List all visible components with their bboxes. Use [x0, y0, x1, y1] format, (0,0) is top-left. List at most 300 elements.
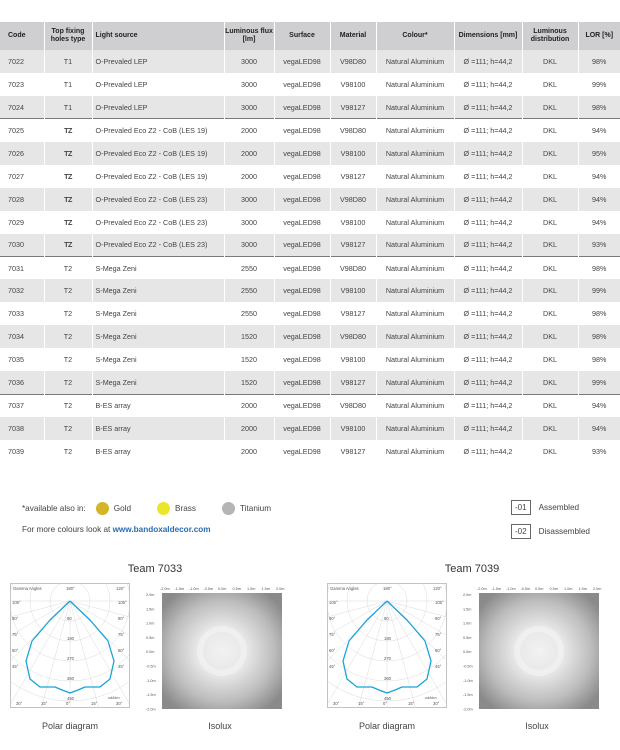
cell-code: 7024 [0, 96, 44, 119]
cell-lor: 98% [578, 348, 620, 371]
cell-distribution: DKL [522, 371, 578, 394]
cell-dimensions: Ø =111; h=44,2 [454, 394, 522, 417]
cell-material: V98127 [330, 165, 376, 188]
table-row [0, 142, 620, 165]
cell-surface: vegaLED98 [274, 234, 330, 257]
cell-distribution: DKL [522, 302, 578, 325]
cell-lor: 99% [578, 279, 620, 302]
polar-radial-label: 360 [384, 676, 391, 681]
cell-colour: Natural Aluminium [376, 119, 454, 142]
cell-source: O-Prevaled Eco Z2 - CoB (LES 19) [92, 165, 224, 188]
cell-dimensions: Ø =111; h=44,2 [454, 325, 522, 348]
polar-angle-label: 120° [433, 586, 442, 591]
header-colour: Colour* [376, 22, 454, 50]
cell-flux: 3000 [224, 234, 274, 257]
table-row [0, 417, 620, 440]
cell-colour: Natural Aluminium [376, 417, 454, 440]
isolux-diagram [146, 583, 286, 711]
polar-angle-label: 105° [118, 600, 127, 605]
table-row [0, 440, 620, 463]
cell-flux: 2000 [224, 417, 274, 440]
cell-colour: Natural Aluminium [376, 96, 454, 119]
cell-colour: Natural Aluminium [376, 348, 454, 371]
isolux-y-tick: -0.5m [146, 664, 156, 669]
cell-colour: Natural Aluminium [376, 371, 454, 394]
polar-radial-label: 180 [67, 636, 74, 641]
cell-code: 7034 [0, 325, 44, 348]
polar-angle-label: 30° [16, 701, 23, 706]
polar-angle-label: 90° [118, 616, 125, 621]
cell-flux: 1520 [224, 348, 274, 371]
cell-source: O-Prevaled Eco Z2 - CoB (LES 19) [92, 119, 224, 142]
cell-flux: 2550 [224, 256, 274, 279]
cell-colour: Natural Aluminium [376, 50, 454, 73]
isolux-y-tick: 1.5m [463, 607, 472, 612]
header-source: Light source [92, 22, 224, 50]
brass-label: Brass [175, 504, 196, 513]
isolux-y-tick: 1.5m [146, 607, 155, 612]
isolux-y-tick: -2.0m [146, 707, 156, 711]
polar-unit: cd/klm [108, 695, 120, 700]
cell-code: 7025 [0, 119, 44, 142]
cell-source: S-Mega Zeni [92, 371, 224, 394]
cell-flux: 2000 [224, 165, 274, 188]
header-flux: Luminous flux [lm] [224, 22, 274, 50]
cell-colour: Natural Aluminium [376, 440, 454, 463]
cell-source: B-ES array [92, 440, 224, 463]
cell-source: O-Prevaled Eco Z2 - CoB (LES 23) [92, 188, 224, 211]
cell-lor: 93% [578, 234, 620, 257]
cell-code: 7039 [0, 440, 44, 463]
isolux-x-tick: 0.5m [549, 587, 558, 591]
cell-fixing: TZ [44, 119, 92, 142]
isolux-y-tick: -0.5m [463, 664, 473, 669]
diagram-block-7033 [10, 563, 300, 748]
polar-angle-label: 0° [383, 701, 388, 706]
cell-fixing: T1 [44, 73, 92, 96]
cell-lor: 93% [578, 440, 620, 463]
cell-flux: 3000 [224, 73, 274, 96]
table-row [0, 188, 620, 211]
table-row [0, 371, 620, 394]
polar-radial-label: 450 [384, 696, 391, 701]
isolux-y-tick: 0.5m [146, 635, 155, 640]
table-row [0, 279, 620, 302]
cell-surface: vegaLED98 [274, 211, 330, 234]
isolux-x-tick: 1.5m [578, 587, 587, 591]
cell-dimensions: Ø =111; h=44,2 [454, 165, 522, 188]
cell-fixing: T2 [44, 417, 92, 440]
cell-material: V98127 [330, 96, 376, 119]
cell-surface: vegaLED98 [274, 50, 330, 73]
cell-fixing: T1 [44, 96, 92, 119]
table-row [0, 302, 620, 325]
isolux-y-tick: -1.0m [146, 678, 156, 683]
cell-dimensions: Ø =111; h=44,2 [454, 188, 522, 211]
cell-code: 7037 [0, 394, 44, 417]
cell-flux: 2000 [224, 394, 274, 417]
diagram-title: Team 7033 [127, 563, 183, 575]
cell-code: 7030 [0, 234, 44, 257]
header-surface: Surface [274, 22, 330, 50]
availability-line [22, 502, 271, 515]
isolux-x-tick: -1.5m [174, 587, 185, 591]
titanium-swatch [222, 502, 235, 515]
cell-material: V98D80 [330, 256, 376, 279]
cell-source: S-Mega Zeni [92, 325, 224, 348]
table-row [0, 73, 620, 96]
cell-material: V98100 [330, 142, 376, 165]
cell-lor: 98% [578, 96, 620, 119]
cell-flux: 3000 [224, 188, 274, 211]
cell-distribution: DKL [522, 211, 578, 234]
isolux-y-tick: 2.0m [463, 593, 472, 597]
cell-distribution: DKL [522, 348, 578, 371]
polar-radial-label: 90 [67, 616, 72, 621]
cell-flux: 1520 [224, 325, 274, 348]
table-row [0, 325, 620, 348]
polar-angle-label: 105° [12, 600, 21, 605]
cell-colour: Natural Aluminium [376, 188, 454, 211]
cell-dimensions: Ø =111; h=44,2 [454, 302, 522, 325]
cell-code: 7029 [0, 211, 44, 234]
polar-angle-label: 45° [329, 664, 336, 669]
cell-surface: vegaLED98 [274, 440, 330, 463]
polar-radial-label: 360 [67, 676, 74, 681]
table-row [0, 211, 620, 234]
cell-dimensions: Ø =111; h=44,2 [454, 348, 522, 371]
cell-surface: vegaLED98 [274, 142, 330, 165]
cell-source: S-Mega Zeni [92, 279, 224, 302]
polar-radial-label: 90 [384, 616, 389, 621]
polar-angle-label: 60° [329, 648, 336, 653]
cell-lor: 98% [578, 325, 620, 348]
gold-swatch [96, 502, 109, 515]
website-link[interactable]: www.bandoxaldecor.com [112, 525, 211, 534]
cell-colour: Natural Aluminium [376, 302, 454, 325]
isolux-y-tick: 0.0m [463, 650, 472, 655]
isolux-x-tick: -2.0m [477, 587, 487, 591]
cell-surface: vegaLED98 [274, 188, 330, 211]
polar-angle-label: 75° [12, 632, 19, 637]
cell-surface: vegaLED98 [274, 371, 330, 394]
cell-source: O-Prevaled LEP [92, 73, 224, 96]
cell-dimensions: Ø =111; h=44,2 [454, 234, 522, 257]
polar-angle-label: 60° [118, 648, 125, 653]
cell-distribution: DKL [522, 50, 578, 73]
cell-lor: 94% [578, 394, 620, 417]
table-row [0, 256, 620, 279]
cell-material: V98127 [330, 440, 376, 463]
polar-angle-label: 15° [358, 701, 365, 706]
cell-colour: Natural Aluminium [376, 325, 454, 348]
cell-distribution: DKL [522, 279, 578, 302]
more-colours-text: For more colours look at [22, 525, 111, 534]
cell-dimensions: Ø =111; h=44,2 [454, 417, 522, 440]
cell-fixing: T2 [44, 279, 92, 302]
cell-colour: Natural Aluminium [376, 279, 454, 302]
cell-material: V98D80 [330, 394, 376, 417]
polar-angle-label: 60° [435, 648, 442, 653]
cell-code: 7032 [0, 279, 44, 302]
titanium-label: Titanium [239, 504, 272, 513]
cell-material: V98127 [330, 371, 376, 394]
cell-lor: 98% [578, 50, 620, 73]
polar-angle-label: 30° [433, 701, 440, 706]
cell-dimensions: Ø =111; h=44,2 [454, 73, 522, 96]
cell-source: O-Prevaled LEP [92, 96, 224, 119]
polar-angle-label: 0° [66, 701, 71, 706]
cell-distribution: DKL [522, 119, 578, 142]
isolux-x-tick: 0.0m [218, 587, 227, 591]
polar-unit: cd/klm [425, 695, 437, 700]
cell-dimensions: Ø =111; h=44,2 [454, 211, 522, 234]
polar-header: Gamma Angles [13, 586, 42, 591]
cell-fixing: TZ [44, 142, 92, 165]
isolux-x-tick: -2.0m [160, 587, 170, 591]
diagram-block-7039 [327, 563, 617, 748]
polar-angle-label: 75° [118, 632, 125, 637]
cell-surface: vegaLED98 [274, 165, 330, 188]
cell-fixing: TZ [44, 188, 92, 211]
cell-surface: vegaLED98 [274, 348, 330, 371]
cell-code: 7035 [0, 348, 44, 371]
variant-label: Assembled [538, 503, 580, 512]
isolux-x-tick: 0.5m [232, 587, 241, 591]
header-distribution: Luminous distribution [522, 22, 578, 50]
isolux-x-tick: -0.5m [203, 587, 214, 591]
cell-material: V98D80 [330, 325, 376, 348]
variant-assembled [511, 500, 579, 515]
cell-flux: 3000 [224, 50, 274, 73]
polar-angle-label: 45° [435, 664, 442, 669]
isolux-y-tick: 2.0m [146, 593, 155, 597]
cell-surface: vegaLED98 [274, 256, 330, 279]
cell-fixing: T2 [44, 325, 92, 348]
isolux-y-tick: -1.0m [463, 678, 473, 683]
isolux-x-tick: 0.0m [535, 587, 544, 591]
polar-angle-label: 75° [329, 632, 336, 637]
polar-angle-label: 105° [329, 600, 338, 605]
cell-source: B-ES array [92, 417, 224, 440]
cell-colour: Natural Aluminium [376, 73, 454, 96]
polar-angle-label: 45° [12, 664, 19, 669]
cell-surface: vegaLED98 [274, 73, 330, 96]
cell-distribution: DKL [522, 142, 578, 165]
cell-colour: Natural Aluminium [376, 394, 454, 417]
cell-material: V98100 [330, 73, 376, 96]
cell-source: S-Mega Zeni [92, 348, 224, 371]
cell-dimensions: Ø =111; h=44,2 [454, 279, 522, 302]
cell-code: 7036 [0, 371, 44, 394]
cell-source: S-Mega Zeni [92, 302, 224, 325]
cell-code: 7031 [0, 256, 44, 279]
cell-fixing: T2 [44, 394, 92, 417]
cell-material: V98100 [330, 348, 376, 371]
isolux-x-tick: -1.5m [491, 587, 502, 591]
polar-angle-label: 15° [408, 701, 415, 706]
cell-colour: Natural Aluminium [376, 165, 454, 188]
polar-angle-label: 15° [91, 701, 98, 706]
table-row [0, 348, 620, 371]
cell-material: V98D80 [330, 50, 376, 73]
cell-source: S-Mega Zeni [92, 256, 224, 279]
spec-table [0, 22, 620, 463]
cell-surface: vegaLED98 [274, 417, 330, 440]
cell-dimensions: Ø =111; h=44,2 [454, 96, 522, 119]
header-lor: LOR [%] [578, 22, 620, 50]
cell-flux: 2550 [224, 279, 274, 302]
cell-lor: 98% [578, 256, 620, 279]
cell-dimensions: Ø =111; h=44,2 [454, 119, 522, 142]
isolux-y-tick: -1.5m [146, 693, 156, 698]
cell-flux: 2550 [224, 302, 274, 325]
cell-code: 7038 [0, 417, 44, 440]
cell-flux: 2000 [224, 440, 274, 463]
cell-distribution: DKL [522, 188, 578, 211]
polar-angle-label: 30° [333, 701, 340, 706]
table-row [0, 119, 620, 142]
table-row [0, 234, 620, 257]
cell-dimensions: Ø =111; h=44,2 [454, 142, 522, 165]
cell-surface: vegaLED98 [274, 325, 330, 348]
more-colours-line [22, 525, 211, 534]
cell-source: O-Prevaled LEP [92, 50, 224, 73]
cell-material: V98127 [330, 302, 376, 325]
cell-lor: 94% [578, 188, 620, 211]
cell-flux: 3000 [224, 96, 274, 119]
polar-angle-label: 75° [435, 632, 442, 637]
cell-colour: Natural Aluminium [376, 234, 454, 257]
cell-lor: 94% [578, 165, 620, 188]
cell-colour: Natural Aluminium [376, 211, 454, 234]
cell-fixing: T2 [44, 302, 92, 325]
cell-code: 7028 [0, 188, 44, 211]
cell-dimensions: Ø =111; h=44,2 [454, 371, 522, 394]
cell-colour: Natural Aluminium [376, 142, 454, 165]
cell-surface: vegaLED98 [274, 302, 330, 325]
polar-angle-label: 90° [12, 616, 19, 621]
table-row [0, 50, 620, 73]
cell-source: O-Prevaled Eco Z2 - CoB (LES 19) [92, 142, 224, 165]
polar-angle-label: 90° [329, 616, 336, 621]
cell-fixing: T2 [44, 371, 92, 394]
isolux-caption: Isolux [208, 721, 232, 731]
cell-material: V98127 [330, 234, 376, 257]
polar-caption: Polar diagram [358, 721, 416, 731]
isolux-map [479, 593, 599, 709]
polar-radial-label: 450 [67, 696, 74, 701]
cell-material: V98100 [330, 279, 376, 302]
cell-fixing: T2 [44, 348, 92, 371]
polar-angle-label: 60° [12, 648, 19, 653]
polar-radial-label: 270 [384, 656, 391, 661]
cell-lor: 94% [578, 417, 620, 440]
cell-distribution: DKL [522, 165, 578, 188]
isolux-y-tick: 0.5m [463, 635, 472, 640]
cell-distribution: DKL [522, 256, 578, 279]
cell-lor: 98% [578, 302, 620, 325]
cell-code: 7022 [0, 50, 44, 73]
isolux-x-tick: -1.0m [506, 587, 516, 591]
isolux-map [162, 593, 282, 709]
isolux-y-tick: 1.0m [463, 621, 472, 626]
cell-distribution: DKL [522, 325, 578, 348]
cell-source: B-ES array [92, 394, 224, 417]
variant-code: -01 [511, 500, 531, 515]
cell-dimensions: Ø =111; h=44,2 [454, 50, 522, 73]
cell-code: 7023 [0, 73, 44, 96]
isolux-x-tick: 1.0m [247, 587, 256, 591]
table-row [0, 394, 620, 417]
cell-distribution: DKL [522, 234, 578, 257]
cell-source: O-Prevaled Eco Z2 - CoB (LES 23) [92, 234, 224, 257]
isolux-x-tick: 1.0m [564, 587, 573, 591]
cell-fixing: T2 [44, 440, 92, 463]
polar-angle-label: 105° [435, 600, 444, 605]
brass-swatch [157, 502, 170, 515]
cell-lor: 94% [578, 119, 620, 142]
polar-caption: Polar diagram [41, 721, 99, 731]
availability-label: *available also in: [22, 504, 86, 513]
variant-disassembled [511, 524, 590, 539]
cell-colour: Natural Aluminium [376, 256, 454, 279]
polar-radial-label: 180 [384, 636, 391, 641]
cell-fixing: T1 [44, 50, 92, 73]
isolux-x-tick: -1.0m [189, 587, 199, 591]
cell-flux: 3000 [224, 211, 274, 234]
cell-surface: vegaLED98 [274, 96, 330, 119]
cell-fixing: TZ [44, 165, 92, 188]
isolux-x-tick: 2.0m [593, 587, 602, 591]
cell-fixing: TZ [44, 211, 92, 234]
variant-code: -02 [511, 524, 531, 539]
polar-angle-label: 180° [66, 586, 75, 591]
cell-code: 7026 [0, 142, 44, 165]
polar-diagram [327, 583, 447, 708]
diagram-title: Team 7039 [444, 563, 500, 575]
header-material: Material [330, 22, 376, 50]
polar-radial-label: 270 [67, 656, 74, 661]
cell-lor: 94% [578, 211, 620, 234]
header-dimensions: Dimensions [mm] [454, 22, 522, 50]
cell-distribution: DKL [522, 440, 578, 463]
isolux-y-tick: -1.5m [463, 693, 473, 698]
cell-code: 7027 [0, 165, 44, 188]
isolux-x-tick: 2.0m [276, 587, 285, 591]
cell-surface: vegaLED98 [274, 279, 330, 302]
isolux-diagram [463, 583, 603, 711]
polar-angle-label: 90° [435, 616, 442, 621]
cell-lor: 99% [578, 73, 620, 96]
cell-material: V98100 [330, 417, 376, 440]
cell-dimensions: Ø =111; h=44,2 [454, 256, 522, 279]
cell-distribution: DKL [522, 394, 578, 417]
polar-angle-label: 120° [116, 586, 125, 591]
header-code: Code [0, 22, 44, 50]
isolux-y-tick: 1.0m [146, 621, 155, 626]
cell-distribution: DKL [522, 96, 578, 119]
polar-angle-label: 30° [116, 701, 123, 706]
cell-material: V98D80 [330, 188, 376, 211]
cell-flux: 2000 [224, 119, 274, 142]
cell-code: 7033 [0, 302, 44, 325]
cell-lor: 95% [578, 142, 620, 165]
cell-dimensions: Ø =111; h=44,2 [454, 440, 522, 463]
variant-label: Disassembled [538, 527, 590, 536]
cell-fixing: T2 [44, 256, 92, 279]
cell-flux: 1520 [224, 371, 274, 394]
